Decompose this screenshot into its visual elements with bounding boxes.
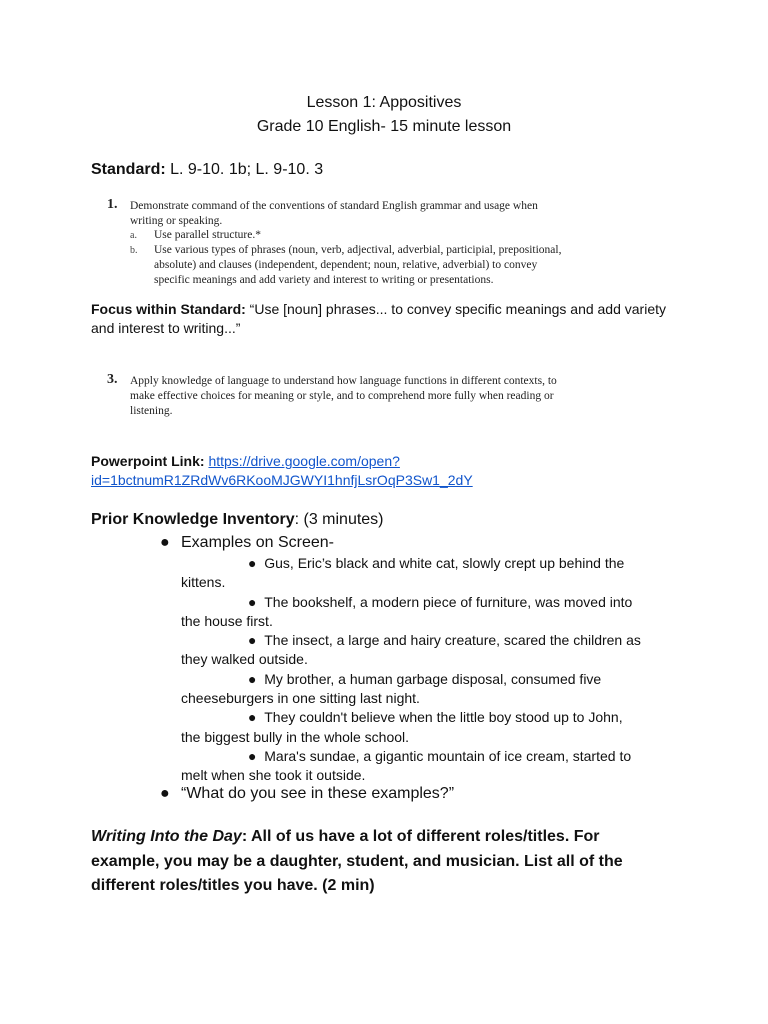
focus-paragraph	[91, 300, 666, 338]
example-sentence: Gus, Eric’s black and white cat, slowly crept up behind the	[264, 555, 625, 571]
example-sentence: Mara's sundae, a gigantic mountain of ice cream, started to	[264, 747, 632, 764]
list-item	[181, 747, 701, 786]
example-sentence-continued: the biggest bully in the whole school.	[181, 728, 410, 745]
list-item	[181, 708, 701, 747]
example-sentence: The bookshelf, a modern piece of furniture, was moved into	[264, 593, 633, 610]
bullet-icon: ●	[248, 593, 257, 610]
standard-value: L. 9-10. 1b; L. 9-10. 3	[165, 161, 324, 178]
standard-1a-label: a.	[130, 230, 137, 241]
standard-1b-line: Use various types of phrases (noun, verb, adjectival, adverbial, participial, prepositional,	[154, 244, 562, 256]
bullet-icon: ●	[160, 785, 170, 802]
standard-3-line: make effective choices for meaning or style, and to comprehend more fully when reading or	[130, 390, 554, 402]
powerpoint-link[interactable]: https://drive.google.com/open?	[208, 453, 400, 469]
standard-1b-line: specific meanings and add variety and interest to writing or presentations.	[154, 274, 494, 286]
list-item	[181, 593, 701, 632]
bullet-icon: ●	[248, 555, 257, 571]
lesson-title: Lesson 1: Appositives	[306, 94, 462, 111]
list-item	[181, 554, 701, 593]
writing-text: : All of us have a lot of different roles/titles. For	[241, 828, 600, 845]
writing-text-line: different roles/titles you have. (2 min)	[91, 877, 375, 894]
standard-1-line: Demonstrate command of the conventions of standard English grammar and usage when	[130, 200, 538, 212]
writing-text-line: example, you may be a daughter, student, and musician. List all of the	[91, 852, 623, 870]
focus-label: Focus within Standard:	[91, 301, 246, 317]
standard-1b-label: b.	[130, 245, 138, 256]
standard-3-text	[130, 374, 557, 419]
writing-into-the-day	[91, 825, 691, 899]
standard-1-line: writing or speaking.	[130, 215, 223, 227]
focus-text: “Use [noun] phrases... to convey specific meanings and add variety	[245, 301, 667, 317]
standard-3-line: listening.	[130, 405, 173, 417]
standard-1b-text	[154, 243, 562, 288]
examples-heading: Examples on Screen-	[181, 534, 334, 551]
powerpoint-paragraph	[91, 452, 473, 490]
bullet-icon: ●	[248, 632, 257, 649]
example-sentence-continued: cheeseburgers in one sitting last night.	[181, 690, 420, 707]
example-sentence-continued: melt when she took it outside.	[181, 767, 366, 784]
standard-3-line: Apply knowledge of language to understand how language functions in different contexts, to	[130, 375, 557, 387]
bullet-icon: ●	[160, 534, 170, 551]
powerpoint-label: Powerpoint Link:	[91, 453, 205, 469]
prior-knowledge-duration: : (3 minutes)	[294, 511, 384, 528]
lesson-subtitle: Grade 10 English- 15 minute lesson	[256, 118, 512, 135]
example-sentence: My brother, a human garbage disposal, consumed five	[264, 670, 602, 687]
standard-1b-line: absolute) and clauses (independent, dependent; noun, relative, adverbial) to convey	[154, 259, 538, 271]
powerpoint-link-continued[interactable]: id=1bctnumR1ZRdWv6RKooMJGWYI1hnfjLsrOqP3Sw1_2dY	[91, 472, 473, 488]
bullet-icon: ●	[248, 709, 257, 726]
standard-1-text	[130, 199, 538, 229]
standard-line	[91, 161, 323, 179]
prior-knowledge-heading	[91, 511, 384, 529]
standard-label: Standard:	[91, 161, 166, 178]
example-sentence: They couldn't believe when the little boy stood up to John,	[264, 709, 623, 726]
example-sentence-continued: kittens.	[181, 574, 226, 591]
bullet-icon: ●	[248, 747, 257, 764]
standard-1a-text: Use parallel structure.*	[154, 229, 261, 241]
discussion-question: “What do you see in these examples?”	[181, 785, 455, 802]
list-item	[181, 631, 701, 670]
example-sentence: The insect, a large and hairy creature, scared the children as	[264, 632, 641, 649]
bullet-icon: ●	[248, 670, 257, 687]
examples-list	[181, 554, 701, 786]
writing-label: Writing Into the Day	[91, 828, 242, 845]
standard-3-number: 3.	[107, 372, 118, 387]
standard-1-number: 1.	[107, 197, 118, 212]
list-item	[181, 670, 701, 709]
example-sentence-continued: the house first.	[181, 612, 273, 629]
prior-knowledge-label: Prior Knowledge Inventory	[91, 511, 295, 528]
example-sentence-continued: they walked outside.	[181, 651, 308, 668]
focus-text-continued: and interest to writing...”	[91, 320, 241, 336]
